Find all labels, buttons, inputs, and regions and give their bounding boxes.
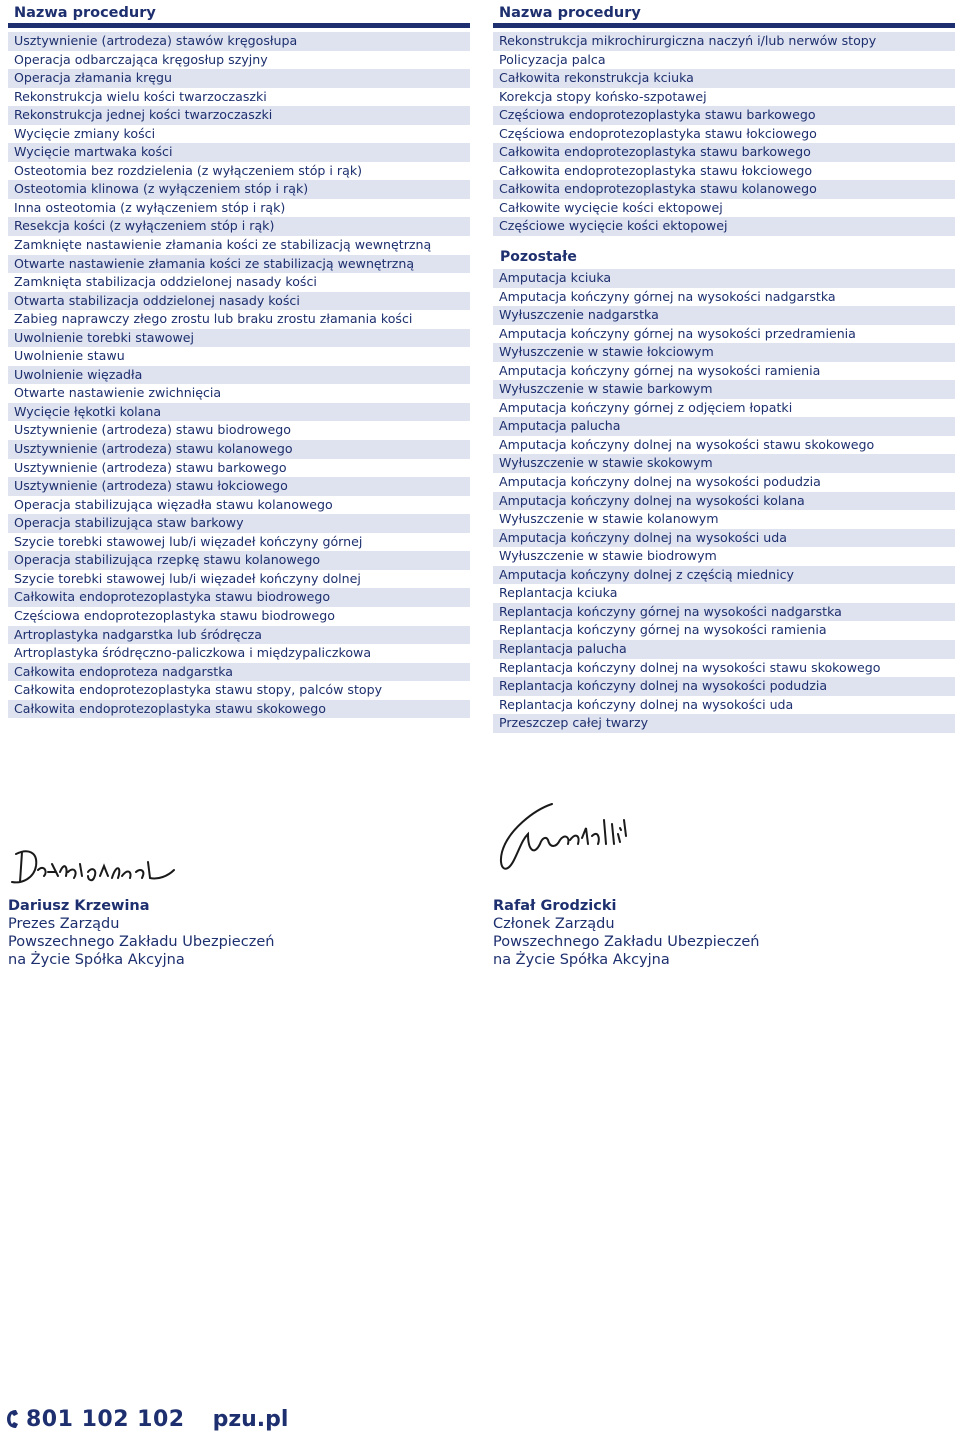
- procedure-row: Otwarte nastawienie zwichnięcia: [14, 385, 222, 401]
- procedure-row: Całkowita endoprotezoplastyka stawu barkowego: [493, 143, 955, 162]
- procedure-row: Replantacja palucha: [493, 640, 955, 659]
- procedure-row: Wyłuszczenie w stawie barkowym: [493, 380, 955, 399]
- procedure-row: Replantacja kończyny dolnej na wysokości uda: [499, 696, 794, 712]
- procedure-row: Zamknięte nastawienie złamania kości ze stabilizacją wewnętrzną: [14, 237, 432, 253]
- procedure-row: Amputacja kciuka: [493, 269, 955, 288]
- procedure-row: Amputacja kończyny górnej na wysokości nadgarstka: [499, 288, 836, 304]
- footer: [6, 1404, 288, 1434]
- procedure-row: Szycie torebki stawowej lub/i więzadeł kończyny dolnej: [14, 570, 361, 586]
- procedure-row: Wyłuszczenie nadgarstka: [493, 306, 955, 325]
- procedure-row: Amputacja kończyny dolnej na wysokości uda: [493, 529, 955, 548]
- procedure-row: Uwolnienie więzadła: [8, 366, 470, 385]
- signatory-right: [493, 897, 759, 969]
- procedure-row: Artroplastyka śródręczno-paliczkowa i międzypaliczkowa: [14, 645, 372, 661]
- signatory-role: Członek Zarządu: [493, 916, 615, 932]
- procedure-row: Szycie torebki stawowej lub/i więzadeł kończyny górnej: [14, 533, 363, 549]
- procedure-row: Usztywnienie (artrodeza) stawów kręgosłupa: [8, 32, 470, 51]
- procedure-row: Całkowita endoproteza nadgarstka: [8, 663, 470, 682]
- procedure-row: Amputacja kończyny górnej na wysokości ramienia: [499, 362, 821, 378]
- website-link[interactable]: pzu.pl: [212, 1406, 289, 1432]
- procedure-row: Całkowita endoprotezoplastyka stawu biodrowego: [8, 588, 470, 607]
- procedure-row: Resekcja kości (z wyłączeniem stóp i rąk): [8, 217, 470, 236]
- procedure-row: Policyzacja palca: [499, 51, 606, 67]
- procedure-row: Operacja stabilizująca staw barkowy: [8, 514, 470, 533]
- procedure-row: Wycięcie martwaka kości: [8, 143, 470, 162]
- procedure-row: Amputacja kończyny dolnej z częścią miednicy: [493, 566, 955, 585]
- procedure-row: Rekonstrukcja jednej kości twarzoczaszki: [8, 106, 470, 125]
- procedure-row: Rekonstrukcja wielu kości twarzoczaszki: [14, 88, 267, 104]
- procedure-row: Wycięcie zmiany kości: [14, 125, 156, 141]
- procedure-row: Całkowita endoprotezoplastyka stawu skokowego: [8, 700, 470, 719]
- procedure-row: Replantacja kończyny górnej na wysokości nadgarstka: [493, 603, 955, 622]
- procedure-row: Replantacja kończyny górnej na wysokości ramienia: [499, 622, 827, 638]
- signatory-name: Dariusz Krzewina: [8, 898, 150, 914]
- procedure-row: Replantacja kończyny dolnej na wysokości stawu skokowego: [499, 659, 881, 675]
- procedure-row: Amputacja palucha: [493, 417, 955, 436]
- section-header-pozostale: Pozostałe: [500, 249, 577, 266]
- left-procedure-column: [8, 0, 470, 718]
- procedure-row: Operacja złamania kręgu: [8, 69, 470, 88]
- procedure-row: Osteotomia bez rozdzielenia (z wyłączeniem stóp i rąk): [14, 162, 363, 178]
- procedure-row: Otwarta stabilizacja oddzielonej nasady kości: [8, 292, 470, 311]
- signature-right: [494, 800, 644, 880]
- procedure-row: Całkowita endoprotezoplastyka stawu kolanowego: [493, 180, 955, 199]
- right-column-header: Nazwa procedury: [493, 0, 955, 28]
- procedure-row: Korekcja stopy końsko-szpotawej: [499, 88, 707, 104]
- right-procedure-column: [493, 0, 955, 733]
- procedure-row: Usztywnienie (artrodeza) stawu kolanowego: [8, 440, 470, 459]
- procedure-row: Wyłuszczenie w stawie łokciowym: [493, 343, 955, 362]
- phone-number[interactable]: 801 102 102: [26, 1406, 185, 1432]
- procedure-row: Zamknięta stabilizacja oddzielonej nasady kości: [14, 274, 317, 290]
- signatory-name: Rafał Grodzicki: [493, 898, 617, 914]
- left-procedure-list: [8, 32, 470, 718]
- procedure-row: Częściowe wycięcie kości ektopowej: [493, 217, 955, 236]
- signatory-org: Powszechnego Zakładu Ubezpieczeń: [8, 934, 275, 950]
- signatory-left: [8, 897, 274, 969]
- other-procedure-list: [493, 269, 955, 733]
- procedure-row: Usztywnienie (artrodeza) stawu biodrowego: [14, 422, 291, 438]
- phone-icon: [6, 1408, 20, 1430]
- signatory-org: Powszechnego Zakładu Ubezpieczeń: [493, 934, 760, 950]
- procedure-row: Przeszczep całej twarzy: [493, 714, 955, 733]
- procedure-row: Całkowita endoprotezoplastyka stawu łokciowego: [499, 162, 813, 178]
- procedure-row: Rekonstrukcja mikrochirurgiczna naczyń i/lub nerwów stopy: [493, 32, 955, 51]
- procedure-row: Wyłuszczenie w stawie biodrowym: [499, 548, 717, 564]
- procedure-row: Amputacja kończyny dolnej na wysokości kolana: [493, 492, 955, 511]
- procedure-row: Amputacja kończyny górnej z odjęciem łopatki: [499, 399, 793, 415]
- signatory-org: na Życie Spółka Akcyjna: [8, 952, 185, 968]
- procedure-row: Częściowa endoprotezoplastyka stawu łokciowego: [499, 125, 817, 141]
- procedure-row: Częściowa endoprotezoplastyka stawu biodrowego: [14, 607, 335, 623]
- procedure-row: Replantacja kończyny dolnej na wysokości podudzia: [493, 677, 955, 696]
- right-procedure-list: [493, 32, 955, 236]
- procedure-row: Uwolnienie torebki stawowej: [8, 329, 470, 348]
- procedure-row: Częściowa endoprotezoplastyka stawu barkowego: [493, 106, 955, 125]
- procedure-row: Osteotomia klinowa (z wyłączeniem stóp i rąk): [8, 180, 470, 199]
- procedure-row: Usztywnienie (artrodeza) stawu łokciowego: [8, 477, 470, 496]
- procedure-row: Uwolnienie stawu: [14, 348, 125, 364]
- procedure-row: Zabieg naprawczy złego zrostu lub braku zrostu złamania kości: [14, 311, 413, 327]
- procedure-row: Replantacja kciuka: [499, 585, 618, 601]
- procedure-row: Wycięcie łękotki kolana: [8, 403, 470, 422]
- procedure-row: Operacja odbarczająca kręgosłup szyjny: [14, 51, 268, 67]
- procedure-row: Całkowite wycięcie kości ektopowej: [499, 199, 723, 215]
- signature-left: [8, 842, 178, 890]
- procedure-row: Operacja stabilizująca rzepkę stawu kolanowego: [8, 551, 470, 570]
- procedure-row: Otwarte nastawienie złamania kości ze stabilizacją wewnętrzną: [8, 255, 470, 274]
- procedure-row: Amputacja kończyny dolnej na wysokości podudzia: [499, 474, 821, 490]
- procedure-row: Inna osteotomia (z wyłączeniem stóp i rąk): [14, 199, 286, 215]
- procedure-row: Całkowita rekonstrukcja kciuka: [493, 69, 955, 88]
- procedure-row: Całkowita endoprotezoplastyka stawu stopy, palców stopy: [14, 682, 383, 698]
- procedure-row: Amputacja kończyny dolnej na wysokości stawu skokowego: [499, 436, 875, 452]
- signatory-org: na Życie Spółka Akcyjna: [493, 952, 670, 968]
- procedure-row: Operacja stabilizująca więzadła stawu kolanowego: [14, 496, 333, 512]
- procedure-row: Artroplastyka nadgarstka lub śródręcza: [8, 626, 470, 645]
- procedure-row: Wyłuszczenie w stawie kolanowym: [499, 511, 719, 527]
- procedure-row: Amputacja kończyny górnej na wysokości przedramienia: [499, 325, 856, 341]
- signatory-role: Prezes Zarządu: [8, 916, 120, 932]
- procedure-row: Usztywnienie (artrodeza) stawu barkowego: [14, 459, 287, 475]
- left-column-header: Nazwa procedury: [8, 0, 470, 28]
- procedure-row: Wyłuszczenie w stawie skokowym: [493, 454, 955, 473]
